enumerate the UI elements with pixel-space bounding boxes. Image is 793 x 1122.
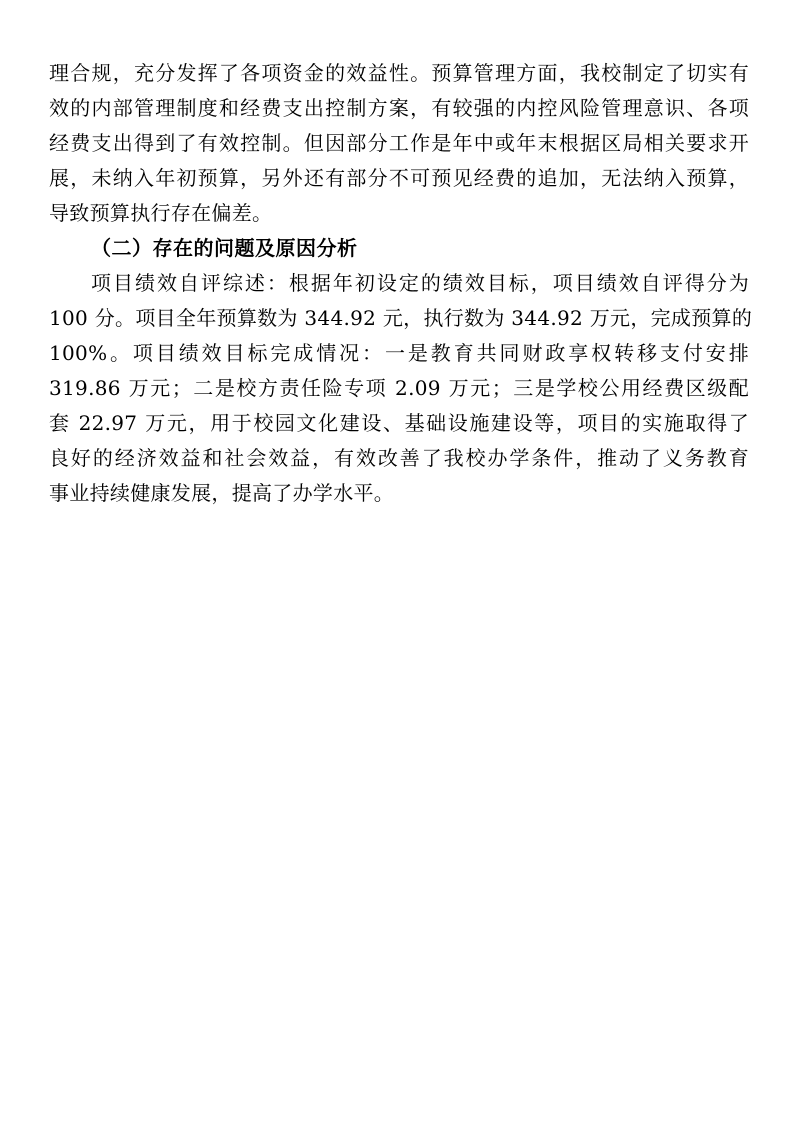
paragraph-performance-summary	[49, 266, 753, 511]
paragraph-line: 展，未纳入年初预算，另外还有部分不可预见经费的追加，无法纳入预算，	[49, 166, 749, 190]
paragraph-line: 事业持续健康发展，提高了办学水平。	[49, 481, 395, 505]
paragraph-line: 良好的经济效益和社会效益，有效改善了我校办学条件，推动了义务教育	[49, 446, 749, 470]
document-body	[49, 56, 753, 511]
paragraph-line: 效的内部管理制度和经费支出控制方案，有较强的内控风险管理意识、各项	[49, 96, 749, 120]
paragraph-budget-management	[49, 56, 749, 231]
paragraph-line: 经费支出得到了有效控制。但因部分工作是年中或年末根据区局相关要求开	[49, 131, 749, 155]
paragraph-line: 理合规，充分发挥了各项资金的效益性。预算管理方面，我校制定了切实有	[49, 61, 749, 85]
paragraph-line: 100%。项目绩效目标完成情况：一是教育共同财政享权转移支付安排	[49, 341, 749, 365]
paragraph-line: 100 分。项目全年预算数为 344.92 元，执行数为 344.92 万元，完成预算的	[49, 306, 753, 330]
section-heading: （二）存在的问题及原因分析	[91, 236, 358, 260]
paragraph-line: 导致预算执行存在偏差。	[49, 201, 273, 225]
paragraph-line: 套 22.97 万元，用于校园文化建设、基础设施建设等，项目的实施取得了	[49, 411, 749, 435]
paragraph-line: 319.86 万元；二是校方责任险专项 2.09 万元；三是学校公用经费区级配	[49, 376, 749, 400]
paragraph-line: 项目绩效自评综述：根据年初设定的绩效目标，项目绩效自评得分为	[91, 271, 749, 295]
